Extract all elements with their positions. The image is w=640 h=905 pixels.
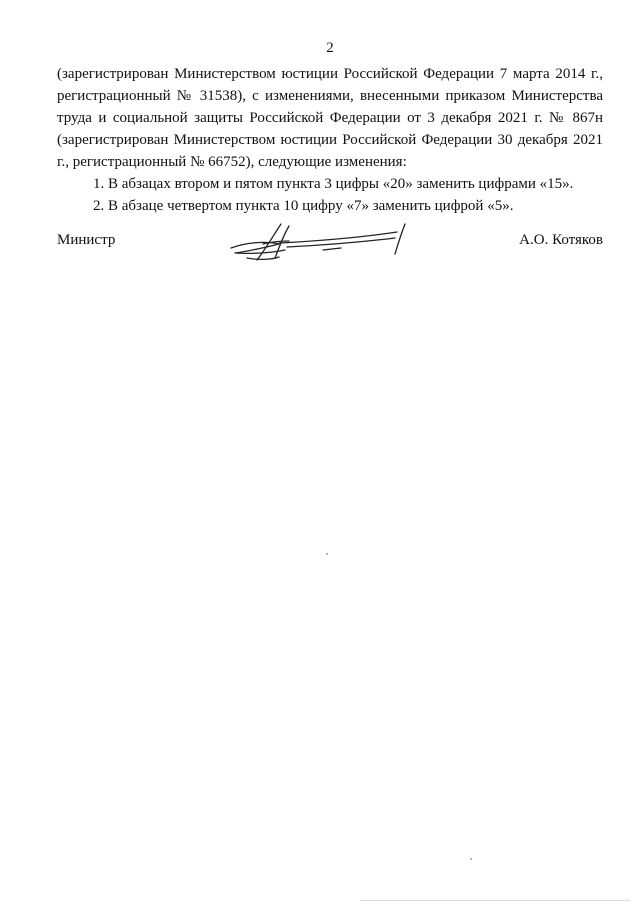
scan-edge-line — [360, 900, 630, 901]
signatory-title: Министр — [57, 232, 116, 248]
amendment-item-2: 2. В абзаце четвертом пункта 10 цифру «7» заменить цифрой «5». — [93, 198, 514, 214]
amendment-item-1: 1. В абзацах втором и пятом пункта 3 цифры «20» заменить цифрами «15». — [93, 176, 574, 192]
scan-speck — [326, 553, 328, 555]
signature-block — [57, 232, 603, 272]
document-body — [57, 63, 603, 217]
intro-paragraph: (зарегистрирован Министерством юстиции Российской Федерации 7 марта 2014 г., регистрационный № 31538), с изменениями, внесенными приказом Министерства труда и социальной защиты Российской Федерации от 3 декабря 2021 г. № 867н (зарегистрирован Министерством юстиции Российской Федерации 30 декабря 2021 г., регистрационный № 66752), следующие изменения: — [57, 66, 603, 170]
handwritten-signature-icon — [227, 220, 417, 270]
scan-speck — [470, 858, 472, 860]
signatory-name: А.О. Котяков — [519, 232, 603, 248]
page-number: 2 — [326, 40, 334, 56]
